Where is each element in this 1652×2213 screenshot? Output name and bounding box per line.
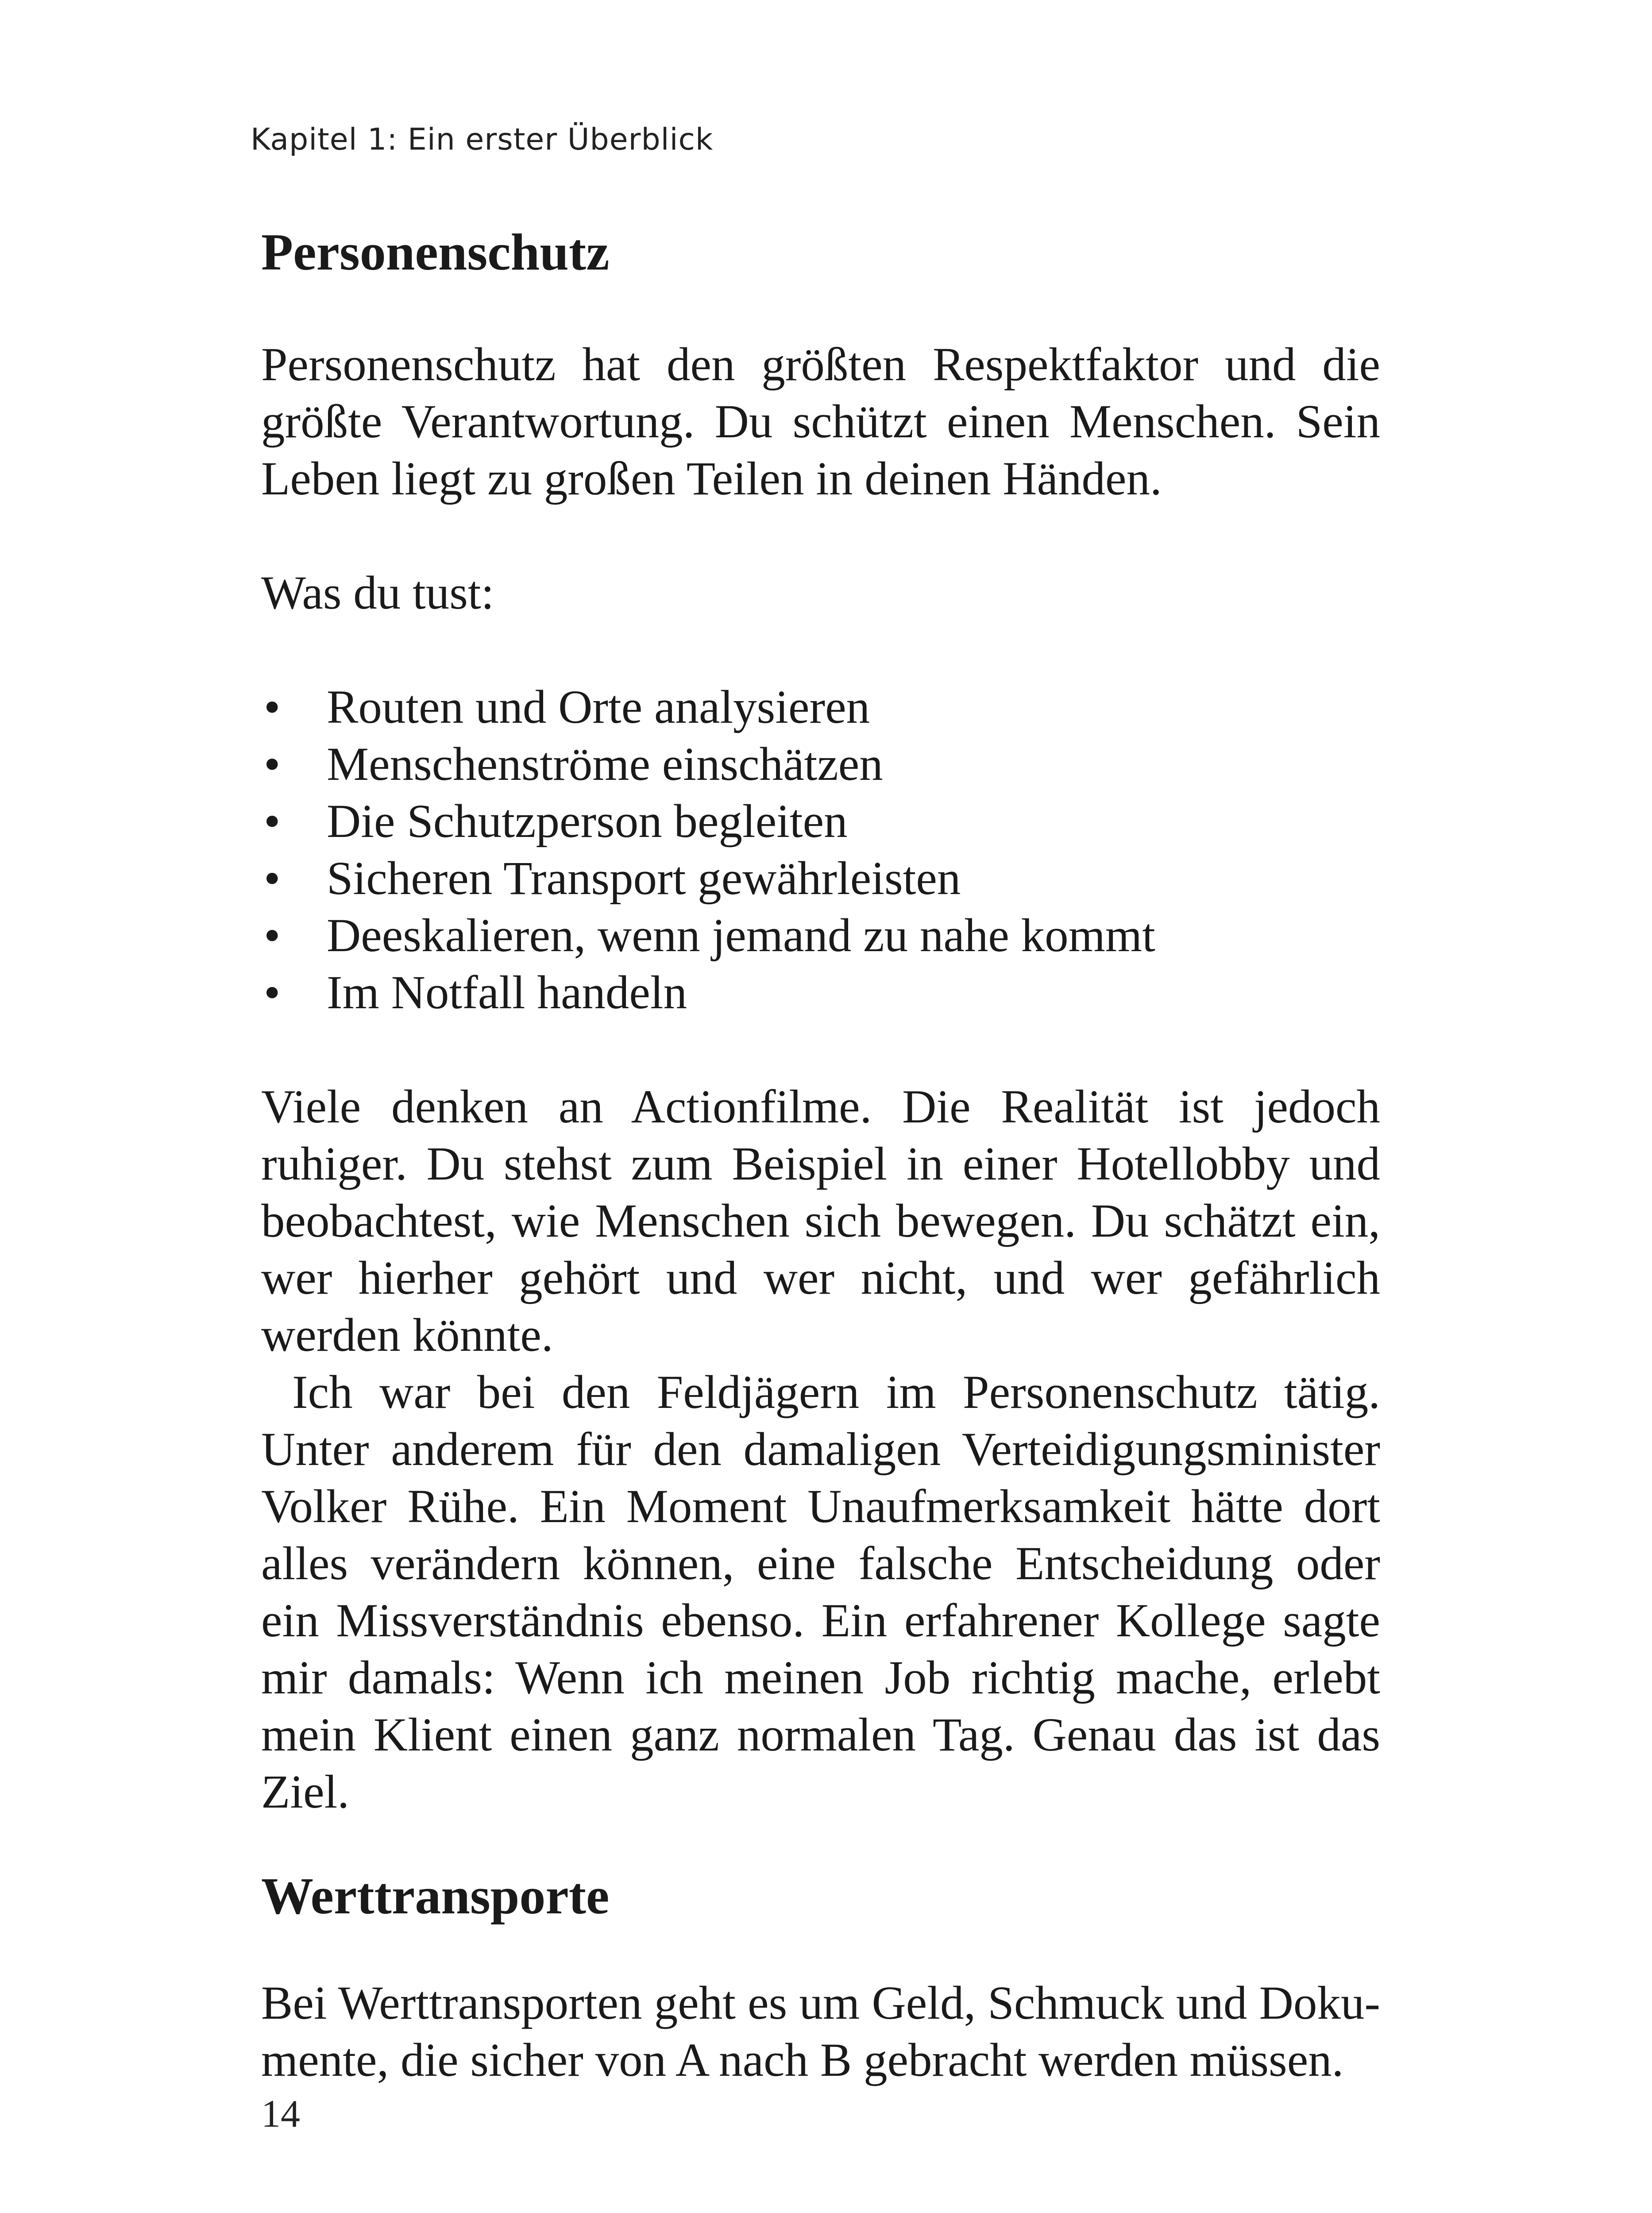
- paragraph-werttransporte-intro: Bei Werttransporten geht es um Geld, Schmuck und Dokumente, die sicher von A nach B gebracht werden müssen.: [261, 1977, 1380, 2086]
- list-item-text: Deeskalieren, wenn jemand zu nahe kommt: [327, 910, 1155, 962]
- page-content: [261, 221, 1380, 2089]
- paragraph-body-2: Ich war bei den Feldjägern im Personenschutz tätig. Unter anderem für den damaligen Verteidigungsminister Volker Rühe. Ein Moment Unaufmerksamkeit hätte dort alles verändern können, eine falsche Entscheidung oder ein Missverständnis ebenso. Ein erfahrener Kollege sagte mir damals: Wenn ich meinen Job richtig mache, erlebt mein Klient einen ganz normalen Tag. Genau das ist das Ziel.: [261, 1366, 1380, 1818]
- list-item: [261, 679, 1380, 736]
- list-item: [261, 907, 1380, 964]
- list-intro: Was du tust:: [261, 567, 494, 619]
- list-item-text: Im Notfall handeln: [327, 967, 687, 1019]
- section-heading-personenschutz: Personenschutz: [261, 223, 610, 281]
- task-list: [261, 679, 1380, 1022]
- running-header: Kapitel 1: Ein erster Überblick: [251, 122, 714, 157]
- bullet-icon: •: [264, 910, 281, 962]
- list-item: [261, 964, 1380, 1022]
- bullet-icon: •: [264, 738, 281, 790]
- list-item-text: Sicheren Transport gewährleisten: [327, 852, 961, 905]
- bullet-icon: •: [264, 852, 281, 905]
- paragraph-intro: Personenschutz hat den größten Respektfaktor und die größte Verantwortung. Du schützt einen Menschen. Sein Leben liegt zu großen Teilen in deinen Händen.: [261, 339, 1380, 505]
- list-item: [261, 736, 1380, 793]
- paragraph-body-1: Viele denken an Actionfilme. Die Realität ist jedoch ruhiger. Du stehst zum Beispiel in einer Hotellobby und beobachtest, wie Menschen sich bewegen. Du schätzt ein, wer hierher gehört und wer nicht, und wer gefährlich werden könnte.: [261, 1081, 1380, 1361]
- bullet-icon: •: [264, 795, 281, 848]
- bullet-icon: •: [264, 681, 281, 733]
- list-item-text: Die Schutzperson begleiten: [327, 795, 848, 848]
- section-heading-werttransporte: Werttransporte: [261, 1867, 610, 1925]
- page-number: 14: [261, 2093, 300, 2136]
- list-item: [261, 793, 1380, 850]
- list-item: [261, 850, 1380, 907]
- bullet-icon: •: [264, 967, 281, 1019]
- list-item-text: Routen und Orte analysieren: [327, 681, 870, 733]
- list-item-text: Menschenströme einschätzen: [327, 738, 883, 790]
